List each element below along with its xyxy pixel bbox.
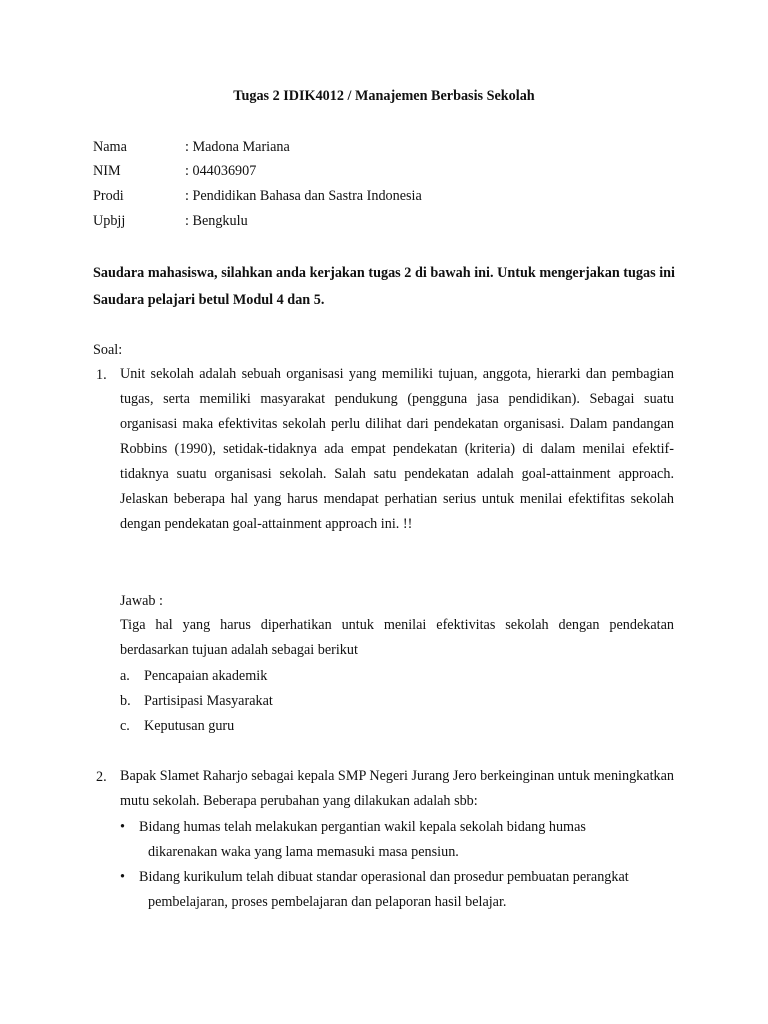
- identity-value: : 044036907: [185, 163, 257, 179]
- identity-label: NIM: [93, 163, 121, 179]
- identity-value: : Bengkulu: [185, 213, 248, 229]
- list-item-text: Pencapaian akademik: [144, 668, 268, 684]
- question-2-text: Bapak Slamet Raharjo sebagai kepala SMP Negeri Jurang Jero berkeinginan untuk meningkatkan mutu sekolah. Beberapa perubahan yang dilakukan adalah sbb:: [120, 768, 674, 809]
- document-title: Tugas 2 IDIK4012 / Manajemen Berbasis Sekolah: [233, 88, 535, 104]
- identity-value: : Madona Mariana: [185, 139, 290, 155]
- bullet-line-first: Bidang kurikulum telah dibuat standar operasional dan prosedur pembuatan perangkat: [139, 869, 629, 885]
- answer-1-label: Jawab :: [120, 593, 163, 609]
- soal-label: Soal:: [93, 342, 123, 358]
- answer-1-intro: Tiga hal yang harus diperhatikan untuk menilai efektivitas sekolah dengan pendekatan berdasarkan tujuan adalah sebagai berikut: [120, 617, 674, 658]
- question-2-number: 2.: [96, 769, 107, 785]
- instruction-text: Saudara mahasiswa, silahkan anda kerjakan tugas 2 di bawah ini. Untuk mengerjakan tugas ini Saudara pelajari betul Modul 4 dan 5.: [93, 265, 675, 308]
- list-marker: b.: [120, 693, 131, 709]
- identity-row-nama: [93, 137, 290, 157]
- identity-value: : Pendidikan Bahasa dan Sastra Indonesia: [185, 188, 422, 204]
- question-2-bullet: [139, 865, 674, 915]
- identity-row-upbjj: [93, 211, 248, 231]
- question-1-text: Unit sekolah adalah sebuah organisasi yang memiliki tujuan, anggota, hierarki dan pembagian tugas, serta memiliki masyarakat pendukung (pengguna jasa pendidikan). Sebagai suatu organisasi maka efektivitas sekolah perlu dilihat dari pendekatan organisasi. Dalam pandangan Robbins (1990), setidak-tidaknya ada empat pendekatan (kriteria) di dalam menilai efektif-tidaknya suatu organisasi sekolah. Salah satu pendekatan adalah goal-attainment approach. Jelaskan beberapa hal yang harus mendapat perhatian serius untuk menilai efektifitas sekolah dengan pendekatan goal-attainment approach ini. !!: [120, 366, 674, 532]
- identity-row-prodi: [93, 186, 422, 206]
- answer-list-item: [120, 691, 273, 711]
- identity-row-nim: [93, 161, 256, 181]
- bullet-line-rest: dikarenakan waka yang lama memasuki masa pensiun.: [148, 844, 459, 860]
- bullet-icon: •: [120, 819, 125, 835]
- list-marker: c.: [120, 718, 130, 734]
- question-1-number: 1.: [96, 367, 107, 383]
- list-marker: a.: [120, 668, 130, 684]
- bullet-line-first: Bidang humas telah melakukan pergantian wakil kepala sekolah bidang humas: [139, 819, 586, 835]
- answer-list-item: [120, 666, 267, 686]
- answer-list-item: [120, 716, 234, 736]
- bullet-line-rest: pembelajaran, proses pembelajaran dan pelaporan hasil belajar.: [148, 894, 507, 910]
- list-item-text: Partisipasi Masyarakat: [144, 693, 273, 709]
- bullet-icon: •: [120, 869, 125, 885]
- identity-label: Nama: [93, 139, 127, 155]
- question-2-bullet: [139, 815, 674, 865]
- identity-label: Upbjj: [93, 213, 126, 229]
- identity-label: Prodi: [93, 188, 124, 204]
- list-item-text: Keputusan guru: [144, 718, 235, 734]
